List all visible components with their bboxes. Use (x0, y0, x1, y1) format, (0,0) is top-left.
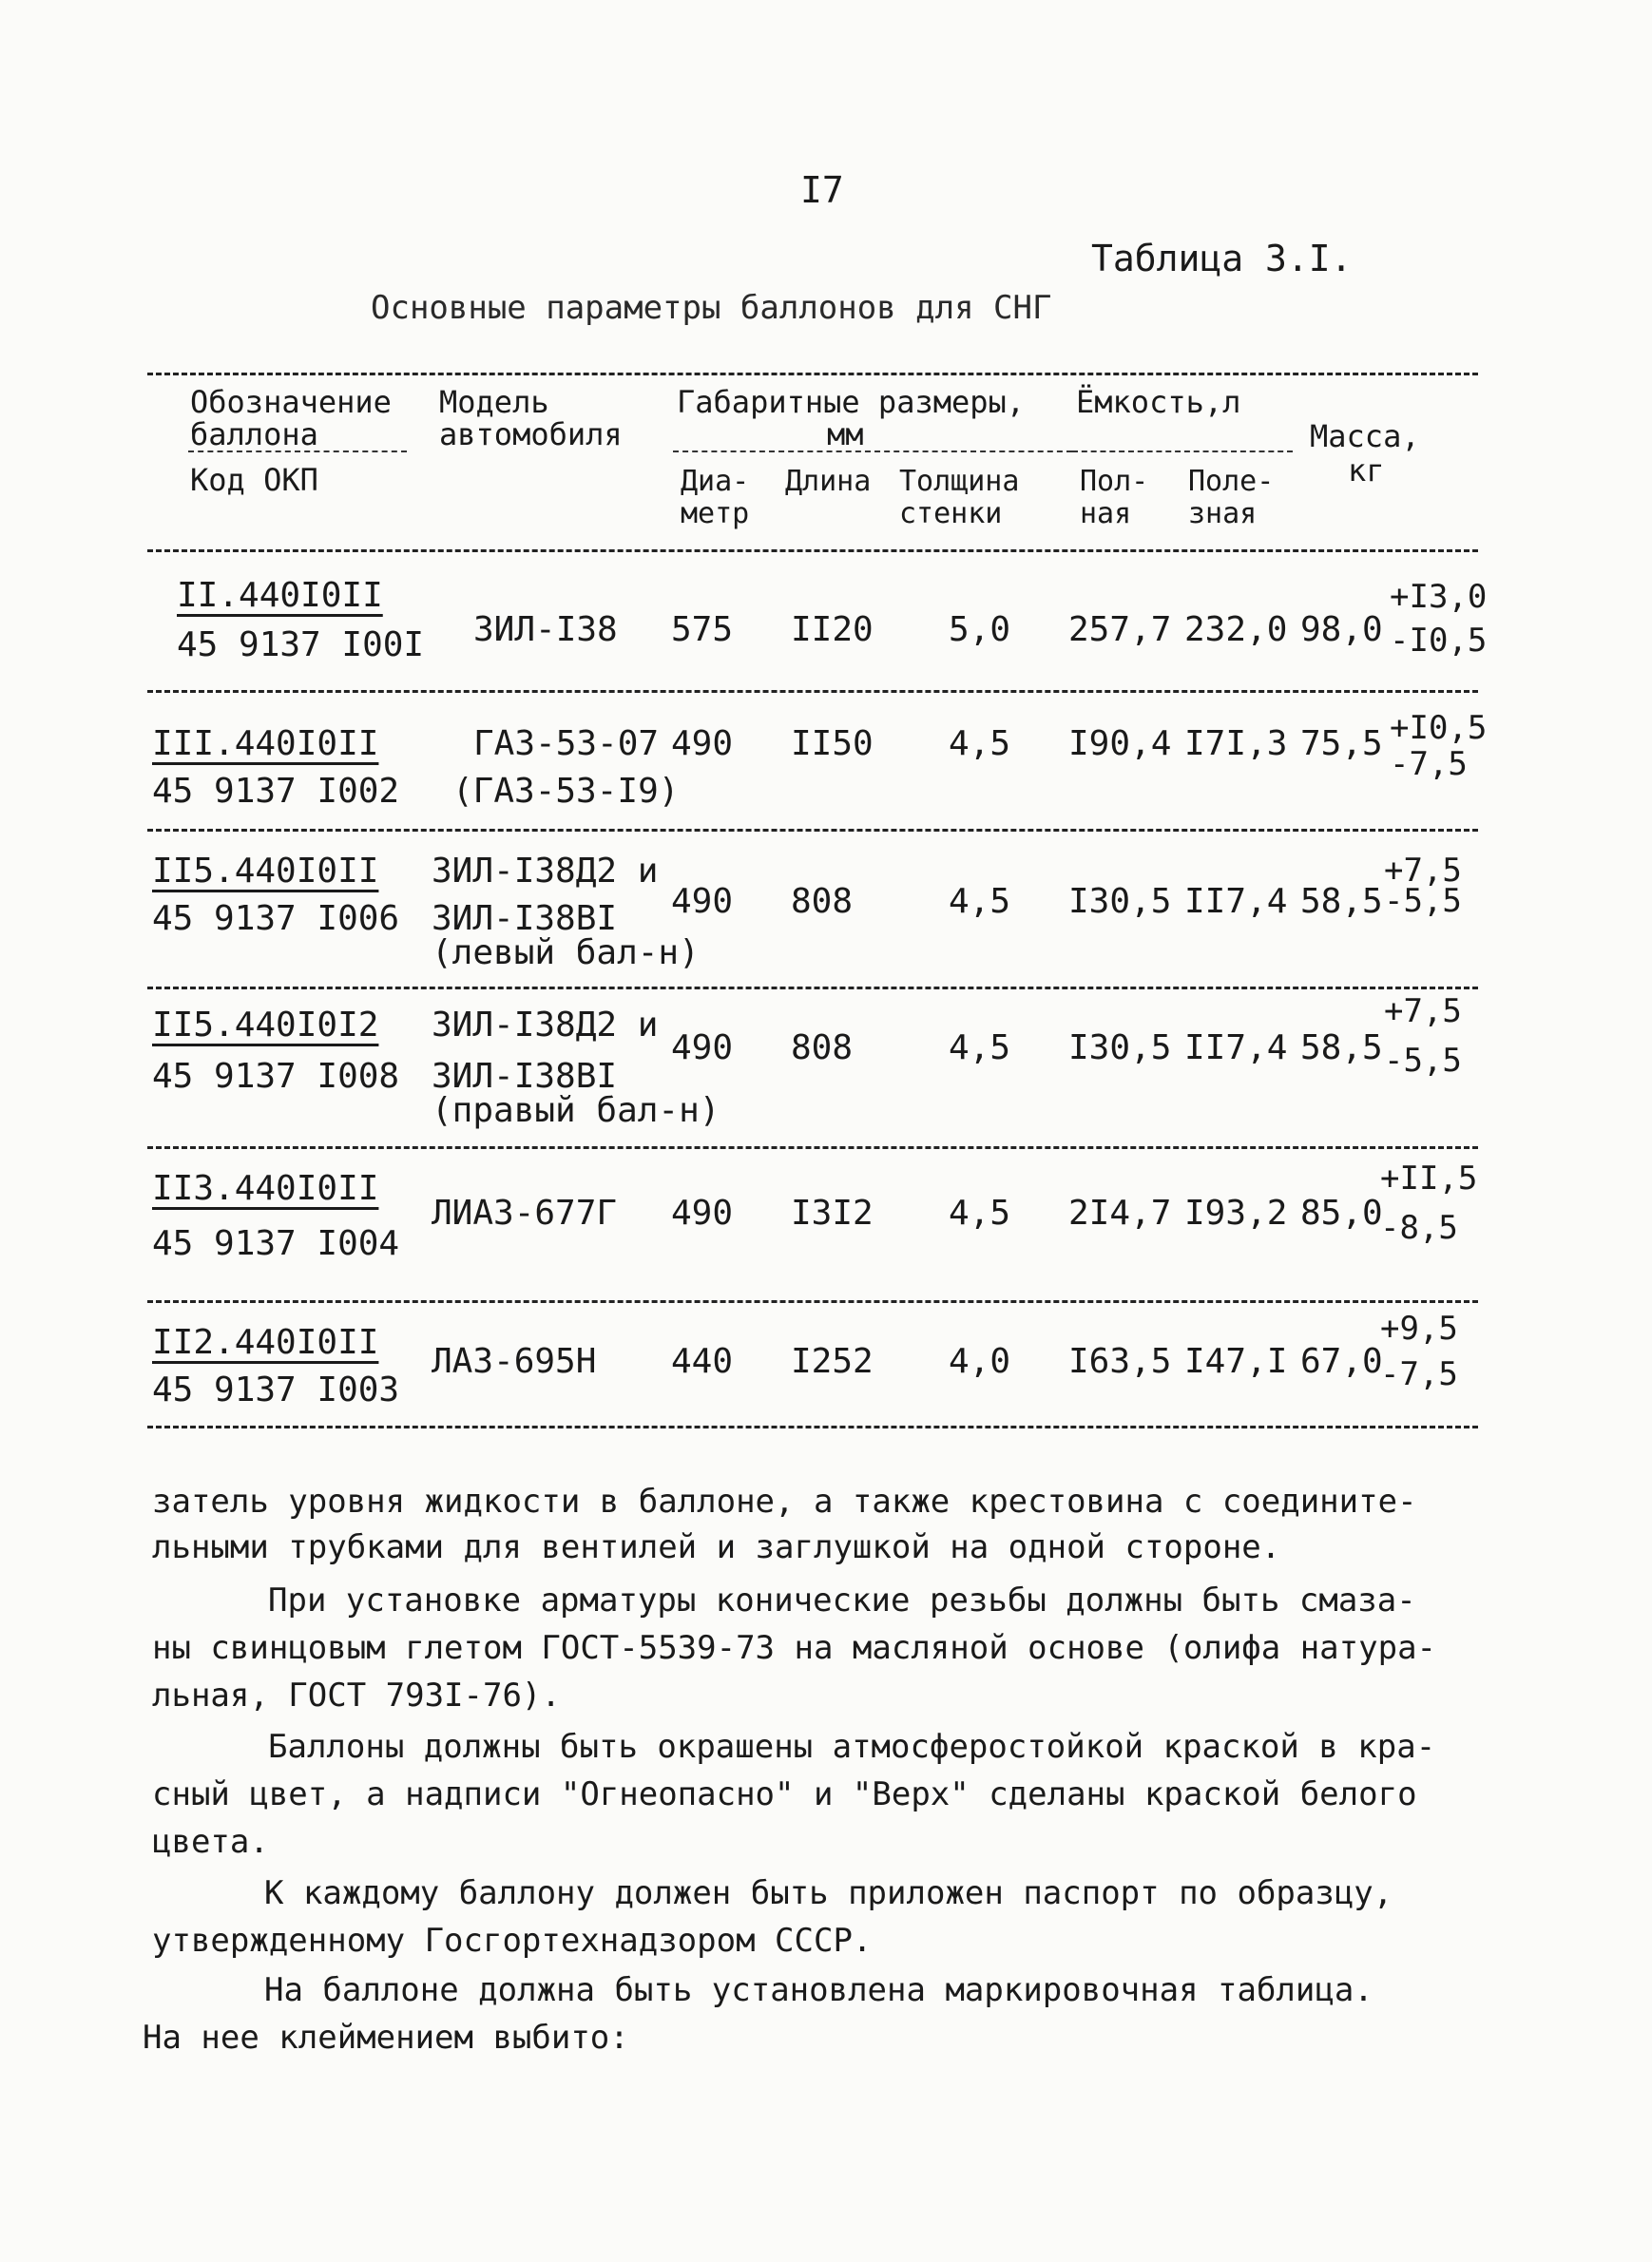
paragraph-line: Баллоны должны быть окрашены атмосферостойкой краской в кра- (268, 1728, 1436, 1766)
row-tol-minus: -7,5 (1390, 745, 1468, 783)
header-divider (188, 450, 407, 452)
row-thickness: 4,5 (949, 882, 1011, 921)
row-okp: 45 9137 I00I (177, 625, 425, 664)
row-code: II.440I0II (177, 576, 383, 615)
header-length: Длина (785, 465, 872, 498)
row-thickness: 4,5 (949, 724, 1011, 763)
row-code: II3.440I0II (152, 1169, 379, 1208)
row-full: I63,5 (1068, 1342, 1172, 1381)
row-thickness: 5,0 (949, 610, 1011, 649)
row-tol-minus: -7,5 (1380, 1355, 1458, 1393)
row-useful: I47,I (1184, 1342, 1288, 1381)
row-diameter: 490 (671, 724, 734, 763)
row-thickness: 4,5 (949, 1194, 1011, 1233)
row-separator (147, 690, 1478, 693)
row-model: ЗИЛ-I38Д2 и (432, 1006, 659, 1045)
row-separator (147, 829, 1478, 832)
row-diameter: 490 (671, 1028, 734, 1067)
header-top-rule (147, 373, 1478, 375)
row-full: I30,5 (1068, 1028, 1172, 1067)
row-tol-plus: +I3,0 (1390, 578, 1488, 616)
row-model: ЗИЛ-I38 (473, 610, 618, 649)
row-mass: 58,5 (1300, 1028, 1383, 1067)
row-length: 808 (791, 1028, 854, 1067)
row-full: I90,4 (1068, 724, 1172, 763)
header-dims-unit: мм (827, 416, 864, 452)
row-length: I252 (791, 1342, 874, 1381)
row-code: III.440I0II (152, 724, 379, 763)
row-model: ГАЗ-53-07 (473, 724, 660, 763)
row-useful: I7I,3 (1184, 724, 1288, 763)
paragraph-line: утвержденному Госгортехнадзором СССР. (152, 1922, 873, 1960)
row-mass: 58,5 (1300, 882, 1383, 921)
row-tol-plus: +7,5 (1384, 992, 1462, 1030)
row-code: II5.440I0II (152, 852, 379, 891)
row-useful: II7,4 (1184, 1028, 1288, 1067)
row-diameter: 490 (671, 1194, 734, 1233)
row-diameter: 490 (671, 882, 734, 921)
page-number: I7 (800, 169, 844, 211)
header-model: Модель (439, 384, 549, 420)
paragraph-line: При установке арматуры конические резьбы должны быть смаза- (268, 1581, 1416, 1620)
row-length: 808 (791, 882, 854, 921)
row-tol-plus: +9,5 (1380, 1310, 1458, 1348)
header-mass-2: кг (1348, 452, 1385, 489)
row-diameter: 575 (671, 610, 734, 649)
header-capacity-divider (1072, 450, 1293, 452)
row-separator (147, 1300, 1478, 1303)
table-label: Таблица 3.I. (1091, 238, 1353, 279)
paragraph-line: На баллоне должна быть установлена маркировочная таблица. (264, 1971, 1373, 2009)
paragraph-line: льными трубками для вентилей и заглушкой на одной стороне. (152, 1528, 1281, 1566)
header-full: Пол- (1080, 465, 1149, 498)
row-full: 2I4,7 (1068, 1194, 1172, 1233)
row-model-2: (ГАЗ-53-I9) (452, 772, 680, 811)
header-bottom-rule (147, 549, 1478, 552)
row-mass: 67,0 (1300, 1342, 1383, 1381)
row-tol-plus: +I0,5 (1390, 709, 1488, 747)
row-mass: 85,0 (1300, 1194, 1383, 1233)
row-full: 257,7 (1068, 610, 1172, 649)
row-length: II20 (791, 610, 874, 649)
row-mass: 75,5 (1300, 724, 1383, 763)
row-model-3: (левый бал-н) (432, 933, 700, 972)
row-model-2: ЗИЛ-I38ВI (432, 1057, 618, 1096)
row-thickness: 4,0 (949, 1342, 1011, 1381)
row-model-2: ЗИЛ-I38ВI (432, 899, 618, 938)
row-okp: 45 9137 I006 (152, 899, 400, 938)
row-tol-plus: +II,5 (1380, 1160, 1478, 1198)
row-okp: 45 9137 I002 (152, 772, 400, 811)
row-tol-minus: -5,5 (1384, 882, 1462, 920)
row-model: ЗИЛ-I38Д2 и (432, 852, 659, 891)
paragraph-line: цвета. (152, 1823, 269, 1861)
header-designation-2: баллона (190, 416, 318, 452)
table-title: Основные параметры баллонов для СНГ (371, 289, 1052, 327)
paragraph-line: льная, ГОСТ 793I-76). (152, 1677, 561, 1715)
header-diameter-2: метр (681, 497, 750, 530)
row-okp: 45 9137 I003 (152, 1371, 400, 1409)
row-tol-minus: -8,5 (1380, 1209, 1458, 1247)
row-okp: 45 9137 I008 (152, 1057, 400, 1096)
header-useful: Поле- (1188, 465, 1275, 498)
row-separator (147, 1146, 1478, 1149)
row-length: II50 (791, 724, 874, 763)
header-okp: Код ОКП (190, 462, 318, 498)
row-model-3: (правый бал-н) (432, 1091, 720, 1130)
header-dims: Габаритные размеры, (677, 384, 1026, 420)
paragraph-line: К каждому баллону должен быть приложен паспорт по образцу, (264, 1874, 1393, 1912)
row-diameter: 440 (671, 1342, 734, 1381)
row-model: ЛИАЗ-677Г (432, 1194, 618, 1233)
header-full-2: ная (1080, 497, 1132, 530)
row-model: ЛАЗ-695Н (432, 1342, 597, 1381)
row-okp: 45 9137 I004 (152, 1224, 400, 1263)
row-tol-minus: -5,5 (1384, 1042, 1462, 1080)
paragraph-line: сный цвет, а надписи "Огнеопасно" и "Верх" сделаны краской белого (152, 1775, 1417, 1813)
header-mass: Масса, (1310, 418, 1420, 454)
table-bottom-rule (147, 1426, 1478, 1428)
header-thickness-2: стенки (899, 497, 1003, 530)
header-capacity: Ёмкость,л (1076, 384, 1241, 420)
paragraph-line: затель уровня жидкости в баллоне, а также крестовина с соедините- (152, 1483, 1417, 1521)
header-model-2: автомобиля (439, 416, 623, 452)
header-diameter: Диа- (681, 465, 750, 498)
row-code: II5.440I0I2 (152, 1006, 379, 1045)
paragraph-line: ны свинцовым глетом ГОСТ-5539-73 на масляной основе (олифа натура- (152, 1629, 1437, 1667)
paragraph-line: На нее клеймением выбито: (143, 2019, 629, 2057)
row-tol-plus: +7,5 (1384, 852, 1462, 890)
header-dims-divider (673, 450, 1072, 452)
row-useful: II7,4 (1184, 882, 1288, 921)
row-thickness: 4,5 (949, 1028, 1011, 1067)
row-full: I30,5 (1068, 882, 1172, 921)
row-length: I3I2 (791, 1194, 874, 1233)
row-code: II2.440I0II (152, 1323, 379, 1362)
row-separator (147, 987, 1478, 989)
header-useful-2: зная (1188, 497, 1258, 530)
row-useful: 232,0 (1184, 610, 1288, 649)
row-mass: 98,0 (1300, 610, 1383, 649)
header-thickness: Толщина (899, 465, 1020, 498)
row-tol-minus: -I0,5 (1390, 622, 1488, 660)
header-designation: Обозначение (190, 384, 392, 420)
row-useful: I93,2 (1184, 1194, 1288, 1233)
